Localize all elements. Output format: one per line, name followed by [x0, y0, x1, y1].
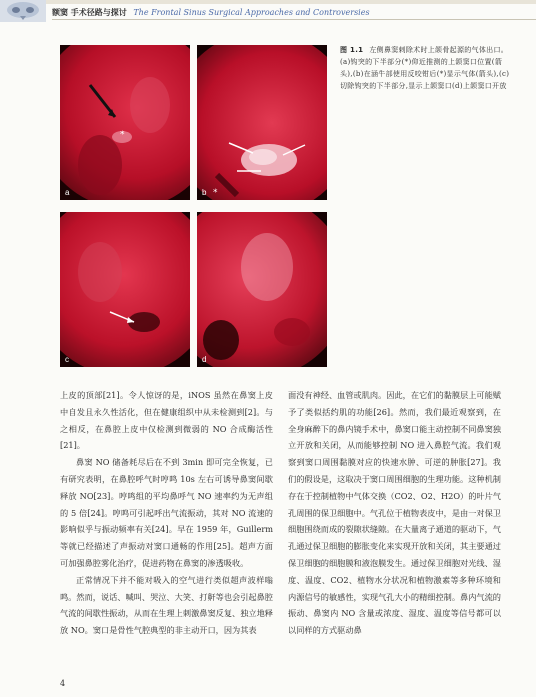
paragraph: 上皮的顶部[21]。令人惊讶的是，iNOS 虽然在鼻窦上皮中自发且永久性活化，但在健康组织中从未检测到[2]。与之相反，在鼻腔上皮中仅检测到微弱的 NO 合成酶活性[21]。	[60, 390, 273, 451]
panel-label-b: b	[202, 188, 207, 197]
paragraph: 正常情况下并不能对吸入的空气进行类似超声波样嗡鸣。然而，说话、喊叫、哭泣、大笑、打鼾等也会引起鼻腔气流的间歇性振动，从而在生理上刺激鼻窦反复、独立地释放 NO。窦口是骨性气腔典型的非主动开口，因为其表	[60, 574, 273, 636]
panel-label-c: c	[65, 355, 69, 364]
figure-caption	[340, 44, 510, 92]
header-title-cn: 额窦 手术径路与探讨	[52, 8, 127, 17]
header-title-en: The Frontal Sinus Surgical Approaches and Controversies	[133, 8, 370, 17]
skull-logo-icon	[0, 0, 46, 22]
paragraph: 面没有神经、血管或肌肉。因此，在它们的黏膜层上可能赋予了类似括约肌的功能[26]。然而，我们最近观察到，在全身麻醉下的鼻内镜手术中，鼻窦口能主动控制不同鼻窦独立开放和关闭，从而能够控制 NO 进入鼻腔气流。我们观察到窦口周围黏膜对应的快速水肿、可逆的肿胀[27]。我们的假设是，这取决于窦口周围细胞的生理功能。这种机制存在于控制植物中气体交换（CO2、O2、H2O）的叶片气孔周围的保卫细胞中。气孔位于植物表皮中，是由一对保卫细胞围绕而成的裂隙状缝隙。在大量离子通道的驱动下，气孔通过保卫细胞的膨胀变化来实现开放和关闭，其主要通过保卫细胞的细胞膜和液泡膜发生。通过保卫细胞对光线、湿度、温度、CO2、植物水分状况和植物激素等多种环境和内源信号的敏感性，实现气孔大小的精细控制。鼻内气流的振动、鼻窦内 NO 含量或浓度、湿度、温度等信号都可以以同样的方式驱动鼻	[288, 390, 501, 636]
page-number: 4	[60, 679, 66, 688]
header-band	[0, 0, 536, 4]
endoscopic-photo-c	[60, 212, 190, 367]
body-column-right	[288, 387, 501, 639]
panel-label-a: a	[65, 188, 70, 197]
endoscopic-photo-d	[197, 212, 327, 367]
body-column-left	[60, 387, 273, 639]
endoscopic-photo-b	[197, 45, 327, 200]
svg-text:*: *	[213, 188, 218, 198]
figure-caption-text: 左侧鼻窦刺除术时上颌骨起源的气体出口。(a)钩突的下半部分(*)仰近推测的上颌窦口位置(箭头),(b)在涵牛部使用反咬钳后(*)显示气体(箭头),(c)切除钩突的下半部分,显示上颌窦口(d)上颌窦口开放	[340, 46, 510, 90]
panel-label-d: d	[202, 355, 207, 364]
svg-text:*: *	[120, 130, 125, 140]
running-header	[0, 0, 536, 22]
endoscopic-photo-a	[60, 45, 190, 200]
header-rule	[52, 19, 536, 20]
paragraph: 鼻窦 NO 储备耗尽后在不到 3min 即可完全恢复，已有研究表明，在鼻腔呼气时哼鸣 10s 左右可诱导鼻窦间歇释放 NO[23]。哼鸣组的平均鼻呼气 NO 速率约为无声组的 5 倍[24]。哼鸣可引起呼出气流振动，其对 NO 流速的影响似乎与振动频率有关[24]。早在 1959 年，Guillerm 等就已经描述了声振动对窦口通畅的作用[25]。超声方面可加强鼻腔雾化治疗，促进药物在鼻窦的渗透吸收。	[60, 457, 273, 568]
header-title	[52, 7, 370, 18]
figure-caption-label: 图 1.1	[340, 46, 364, 54]
